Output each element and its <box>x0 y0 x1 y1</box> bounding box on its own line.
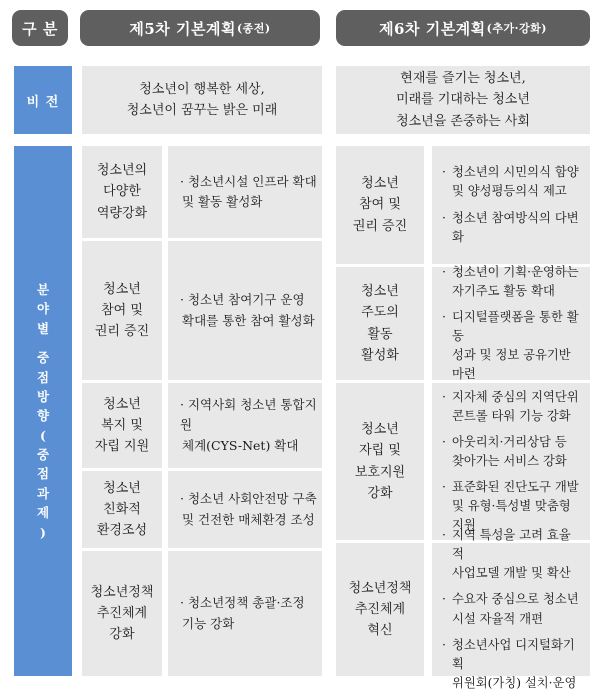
task-line: 청소년의 시민의식 함양 <box>452 165 579 180</box>
area-line: 추진체계 <box>96 605 148 621</box>
area-line: 참여 및 <box>359 197 401 213</box>
task-line: · 지역사회 청소년 통합지원 <box>180 397 317 433</box>
task-line: 및 양성평등의식 제고 <box>452 184 567 199</box>
task-line: 청소년사업 디지털화기획 <box>452 637 575 671</box>
area-line: 청소년 <box>103 281 141 297</box>
focus-label-char: 방 <box>36 388 50 404</box>
plan6-task-cell <box>432 528 590 690</box>
area-line: 청소년 <box>361 422 399 438</box>
area-line: 보호지원 <box>354 464 406 480</box>
plan6-area-cell <box>336 383 424 540</box>
area-line: 추진체계 <box>354 601 406 617</box>
bullet-mark: · <box>442 389 446 404</box>
task-line: 표준화된 진단도구 개발 <box>452 480 579 495</box>
task-bullet-item <box>442 308 582 384</box>
area-line: 참여 및 <box>101 302 143 318</box>
area-line: 복지 및 <box>101 417 143 433</box>
task-bullet-item <box>442 163 582 201</box>
bullet-mark: · <box>442 434 446 449</box>
header-plan6 <box>336 10 590 46</box>
vision-plan6 <box>336 66 590 134</box>
vision-plan5-line: 청소년이 꿈꾸는 밝은 미래 <box>126 103 278 118</box>
plan5-area-cell <box>82 471 162 548</box>
focus-label-text <box>37 280 49 542</box>
area-line: 주도의 <box>361 305 399 321</box>
task-line: 찾아가는 서비스 강화 <box>452 453 567 468</box>
area-line: 활동 <box>367 326 393 342</box>
area-line: 청소년정책 <box>348 580 412 596</box>
area-line: 청소년 <box>103 480 141 496</box>
header-category <box>12 10 68 46</box>
task-line: 자기주도 활동 확대 <box>452 283 555 298</box>
area-line: 강화 <box>109 627 135 643</box>
task-line: 시설 자율적 개편 <box>452 611 543 626</box>
plan5-area-cell <box>82 241 162 380</box>
plan6-task-cell <box>432 383 590 540</box>
bullet-mark: · <box>442 528 446 543</box>
focus-label <box>14 146 72 676</box>
task-line: 지역 특성을 고려 효율적 <box>452 528 571 562</box>
focus-label-char: 중 <box>36 447 50 463</box>
area-line: 활성화 <box>361 347 399 363</box>
area-line: 다양한 <box>103 184 141 200</box>
task-line: 확대를 통한 참여 활성화 <box>182 312 315 328</box>
focus-label-char: 향 <box>36 408 50 424</box>
plan6-task-cell <box>432 264 590 382</box>
task-line: 지자체 중심의 지역단위 <box>452 389 579 404</box>
task-line: · 청소년 참여기구 운영 <box>180 292 305 308</box>
task-bullet-item <box>442 263 582 301</box>
plan5-area-cell <box>82 146 162 238</box>
header-plan6-title: 제6차 기본계획 <box>379 19 486 38</box>
task-line: 및 유형·특성별 맞춤형 <box>452 499 571 514</box>
task-line: 아웃리치·거리상담 등 <box>452 434 567 449</box>
task-bullet-item <box>442 526 582 583</box>
task-line: 청소년 참여방식의 다변화 <box>452 210 579 244</box>
area-line: 청소년의 <box>96 163 148 179</box>
task-line: · 청소년 사회안전망 구축 <box>180 491 317 507</box>
task-line: 콘트롤 타워 기능 강화 <box>452 408 571 423</box>
vision-plan6-line: 청소년을 존중하는 사회 <box>396 113 530 129</box>
plan5-task-cell <box>168 241 322 380</box>
bullet-mark: · <box>442 264 446 279</box>
area-line: 강화 <box>367 485 393 501</box>
task-bullet-item <box>442 636 582 693</box>
area-line: 청소년 <box>361 176 399 192</box>
task-line: 및 활동 활성화 <box>182 194 263 209</box>
focus-label-char: 점 <box>36 466 50 482</box>
task-bullet-item <box>442 388 582 426</box>
plan6-task-cell <box>432 146 590 264</box>
task-bullet-item <box>442 209 582 247</box>
header-plan6-subtitle: (추가·강화) <box>486 22 547 35</box>
bullet-mark: · <box>442 210 446 225</box>
task-line: · 청소년정책 총괄·조정 <box>180 595 305 611</box>
header-plan5 <box>80 10 320 46</box>
vision-label <box>14 66 72 134</box>
bullet-mark: · <box>442 165 446 180</box>
plan5-area-cell <box>82 551 162 676</box>
task-line: 마련 <box>452 367 476 382</box>
focus-label-char: 분 <box>36 282 50 298</box>
header-plan5-title: 제5차 기본계획 <box>129 19 236 38</box>
plan5-task-cell <box>168 471 322 548</box>
task-line: 성과 및 정보 공유기반 <box>452 348 571 363</box>
task-line: 기능 강화 <box>182 615 235 631</box>
focus-label-char: 별 <box>36 320 50 336</box>
plan6-area-cell <box>336 267 424 380</box>
task-bullet-item <box>442 590 582 628</box>
bullet-mark: · <box>442 592 446 607</box>
focus-label-char: ) <box>40 524 46 540</box>
plan6-area-cell <box>336 146 424 264</box>
header-plan5-subtitle: (종전) <box>236 22 271 35</box>
plan6-area-cell <box>336 543 424 676</box>
vision-label-text: 비 전 <box>26 94 60 110</box>
plan5-task-cell <box>168 551 322 676</box>
bullet-mark: · <box>442 637 446 652</box>
focus-label-char: 점 <box>36 369 50 385</box>
task-line: 디지털플랫폼을 통한 활동 <box>452 309 579 343</box>
area-line: 청소년 <box>103 396 141 412</box>
plan5-area-cell <box>82 383 162 468</box>
focus-label-char: 중 <box>36 350 50 366</box>
task-line: 위원회(가칭) 설치·운영 <box>452 675 577 690</box>
area-line: 권리 증진 <box>352 218 408 234</box>
focus-label-char: ( <box>40 427 46 443</box>
area-line: 친화적 <box>103 501 141 517</box>
vision-plan6-line: 현재를 즐기는 청소년, <box>400 71 526 87</box>
vision-plan5 <box>82 66 322 134</box>
area-line: 청소년정책 <box>90 584 154 600</box>
focus-label-char: 제 <box>36 505 50 521</box>
bullet-mark: · <box>442 480 446 495</box>
area-line: 역량강화 <box>96 205 148 221</box>
task-line: 체계(CYS-Net) 확대 <box>182 437 299 453</box>
focus-label-char: 과 <box>36 485 50 501</box>
header-category-label: 구 분 <box>22 19 58 38</box>
plan5-task-cell <box>168 383 322 468</box>
task-line: · 청소년시설 인프라 확대 <box>180 173 317 189</box>
vision-plan6-line: 미래를 기대하는 청소년 <box>396 92 530 108</box>
area-line: 권리 증진 <box>94 324 150 340</box>
area-line: 자립 및 <box>359 443 401 459</box>
focus-label-char: 야 <box>36 301 50 317</box>
task-line: 사업모델 개발 및 확산 <box>452 566 571 581</box>
task-bullet-item <box>442 433 582 471</box>
task-line: 및 건전한 매체환경 조성 <box>182 511 315 527</box>
area-line: 혁신 <box>367 623 393 639</box>
bullet-mark: · <box>442 309 446 324</box>
task-line: 수요자 중심으로 청소년 <box>452 592 579 607</box>
task-line: 청소년이 기획·운영하는 <box>452 264 579 279</box>
plan5-task-cell <box>168 146 322 238</box>
task-line: 지원 <box>452 518 476 533</box>
area-line: 환경조성 <box>96 523 148 539</box>
area-line: 자립 지원 <box>94 439 150 455</box>
vision-plan5-line: 청소년이 행복한 세상, <box>139 81 265 97</box>
area-line: 청소년 <box>361 284 399 300</box>
